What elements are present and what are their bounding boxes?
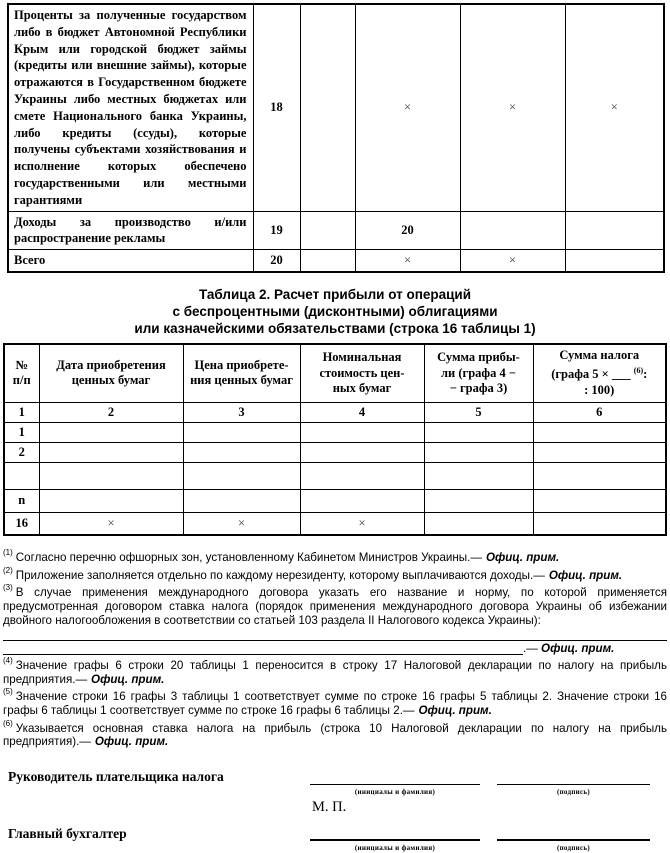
cell-value bbox=[183, 422, 300, 442]
footnote-1 bbox=[3, 547, 667, 565]
cell-value bbox=[533, 512, 666, 535]
footnote-6-ref: (6) bbox=[633, 366, 644, 376]
footnote-marker: (5) bbox=[3, 687, 13, 697]
column-header-tax: Сумма налога (графа 5 × ___ $^{(6)}$: : 100) bbox=[533, 344, 666, 402]
footnote-text: Согласно перечню офшорных зон, установленному Кабинетом Министров Украины.— bbox=[15, 550, 482, 564]
cell-value bbox=[183, 442, 300, 462]
cell-value bbox=[39, 442, 183, 462]
footnote-attribution: Офиц. прим. bbox=[541, 641, 615, 655]
footnote-marker: (4) bbox=[3, 656, 13, 666]
footnote-attribution: Офиц. прим. bbox=[418, 704, 492, 718]
footnote-marker: (1) bbox=[3, 548, 13, 558]
table1-continuation bbox=[7, 3, 665, 273]
column-number: 2 bbox=[39, 402, 183, 422]
row-number: 1 bbox=[4, 422, 39, 442]
table2-title-line: Таблица 2. Расчет прибыли от операций bbox=[198, 286, 472, 302]
cell-value bbox=[300, 462, 424, 489]
signature-caption: (подпись) bbox=[556, 844, 591, 852]
director-label: Руководитель плательщика налога bbox=[8, 769, 224, 784]
director-name-line bbox=[310, 784, 480, 785]
cell-value bbox=[300, 422, 424, 442]
signature-section bbox=[0, 767, 670, 853]
name-caption: (инициалы и фамилия) bbox=[354, 788, 436, 796]
cell-value bbox=[300, 211, 355, 250]
footnote-text: Значение графы 6 строки 20 таблицы 1 переносится в строку 17 Налоговой декларации по налогу на прибыль предприятия.— bbox=[3, 659, 667, 686]
footnote-attribution: Офиц. прим. bbox=[548, 568, 623, 582]
accountant-name-line bbox=[310, 839, 480, 841]
footnote-marker: (2) bbox=[3, 565, 13, 575]
footnote-3 bbox=[3, 582, 667, 627]
table2-title-line: или казначейскими обязательствами (строка 16 таблицы 1) bbox=[134, 320, 536, 336]
cell-value bbox=[300, 489, 424, 512]
column-header-num: № п/п bbox=[4, 344, 39, 402]
cell-cross-mark: × bbox=[460, 4, 565, 211]
document-page bbox=[0, 3, 670, 852]
footnote-text: Указывается основная ставка налога на прибыль (строка 10 Налоговой декларации по налогу на прибыль предприятия).— bbox=[3, 721, 667, 749]
footnote-text: Значение строки 16 графы 3 таблицы 1 соответствует сумме по строке 16 графы 5 таблицы 2. Значение строки 16 графы 6 таблицы 1 соответствует сумме по строке 16 графы 6 таблицы 2.— bbox=[3, 690, 667, 718]
cell-cross-mark: × bbox=[300, 512, 424, 535]
column-header-nominal: Номинальная стоимость цен- ных бумаг bbox=[300, 344, 424, 402]
stamp-placeholder: М. П. bbox=[312, 799, 347, 815]
cell-value bbox=[533, 489, 666, 512]
table-row-total bbox=[4, 512, 666, 535]
cell-value bbox=[424, 512, 533, 535]
cell-value bbox=[533, 462, 666, 489]
row-number: 2 bbox=[4, 442, 39, 462]
column-number: 3 bbox=[183, 402, 300, 422]
cell-value bbox=[424, 442, 533, 462]
cell-value bbox=[533, 442, 666, 462]
cell-value bbox=[183, 489, 300, 512]
row-code: 19 bbox=[253, 211, 300, 250]
cell-cross-mark: × bbox=[355, 4, 460, 211]
row-number bbox=[4, 462, 39, 489]
table-row bbox=[8, 4, 664, 211]
footnote-attribution: Офиц. прим. bbox=[485, 550, 560, 564]
cell-value bbox=[300, 4, 355, 211]
row-number: 16 bbox=[4, 512, 39, 535]
cell-value bbox=[300, 250, 355, 272]
cell-value bbox=[424, 489, 533, 512]
table-row bbox=[8, 211, 664, 250]
column-header-profit: Сумма прибы- ли (графа 4 − − графа 3) bbox=[424, 344, 533, 402]
cell-value bbox=[300, 442, 424, 462]
fill-in-line bbox=[3, 642, 523, 655]
name-caption: (инициалы и фамилия) bbox=[354, 844, 436, 852]
cell-value: 20 bbox=[355, 211, 460, 250]
cell-value bbox=[39, 462, 183, 489]
cell-value bbox=[183, 462, 300, 489]
cell-cross-mark: × bbox=[183, 512, 300, 535]
cell-value bbox=[39, 489, 183, 512]
footnote-6 bbox=[3, 718, 667, 749]
table2-title bbox=[0, 286, 670, 337]
row-description: Доходы за производство и/или распространение рекламы bbox=[8, 211, 253, 250]
cell-value bbox=[460, 211, 565, 250]
footnote-5 bbox=[3, 686, 667, 717]
table-row bbox=[4, 422, 666, 442]
footnote-2 bbox=[3, 565, 667, 583]
chief-accountant-label: Главный бухгалтер bbox=[8, 826, 127, 841]
row-code: 18 bbox=[253, 4, 300, 211]
signature-caption: (подпись) bbox=[556, 788, 591, 796]
footnote-marker: (3) bbox=[3, 583, 13, 593]
row-code: 20 bbox=[253, 250, 300, 272]
column-number: 6 bbox=[533, 402, 666, 422]
footnote-tail: .— bbox=[523, 641, 542, 655]
table-row-total bbox=[8, 250, 664, 272]
footnote-text: Приложение заполняется отдельно по каждому нерезиденту, которому выплачиваются доходы.— bbox=[15, 568, 545, 582]
cell-value bbox=[565, 250, 664, 272]
fill-in-line-row bbox=[3, 641, 667, 655]
table2-header-row bbox=[4, 344, 666, 402]
column-header-date: Дата приобретения ценных бумаг bbox=[39, 344, 183, 402]
cell-value bbox=[39, 422, 183, 442]
fill-in-line bbox=[3, 627, 667, 641]
column-number: 5 bbox=[424, 402, 533, 422]
column-header-price: Цена приобрете- ния ценных бумаг bbox=[183, 344, 300, 402]
table-row bbox=[4, 462, 666, 489]
cell-cross-mark: × bbox=[355, 250, 460, 272]
table-row bbox=[4, 489, 666, 512]
cell-cross-mark: × bbox=[565, 4, 664, 211]
row-description: Всего bbox=[8, 250, 253, 272]
footnote-text: В случае применения международного договора указать его название и норму, по которой применяется предусмотренная договором ставка налога (порядок применения международного договора Украины об избежании двойного налогообложения в соответствии со статьей 103 раздела II Налогового кодекса Украины): bbox=[3, 586, 667, 627]
table2-title-line: с беспроцентными (дисконтными) облигациями bbox=[172, 303, 498, 319]
table2-number-row bbox=[4, 402, 666, 422]
footnotes-section bbox=[3, 547, 667, 749]
cell-value bbox=[565, 211, 664, 250]
footnote-4 bbox=[3, 655, 667, 686]
column-number: 4 bbox=[300, 402, 424, 422]
cell-value bbox=[424, 422, 533, 442]
row-description: Проценты за полученные государством либо в бюджет Автономной Республики Крым или городской бюджет займы (кредиты или внешние займы), которые отражаются в Государственном бюджете Украины либо местных бюджетах или смете Национального банка Украины, либо кредиты (ссуды), которые получены субъектами хозяйствования и исполнение которых обеспечено государственными или местными гарантиями bbox=[8, 4, 253, 211]
table2 bbox=[3, 343, 667, 536]
table-row bbox=[4, 442, 666, 462]
cell-cross-mark: × bbox=[460, 250, 565, 272]
director-signature-line bbox=[497, 784, 650, 785]
cell-cross-mark: × bbox=[39, 512, 183, 535]
footnote-attribution: Офиц. прим. bbox=[94, 735, 169, 749]
accountant-signature-line bbox=[497, 839, 650, 841]
cell-value bbox=[424, 462, 533, 489]
footnote-attribution: Офиц. прим. bbox=[91, 672, 165, 686]
column-number: 1 bbox=[4, 402, 39, 422]
cell-value bbox=[533, 422, 666, 442]
footnote-marker: (6) bbox=[3, 718, 13, 728]
row-number: n bbox=[4, 489, 39, 512]
